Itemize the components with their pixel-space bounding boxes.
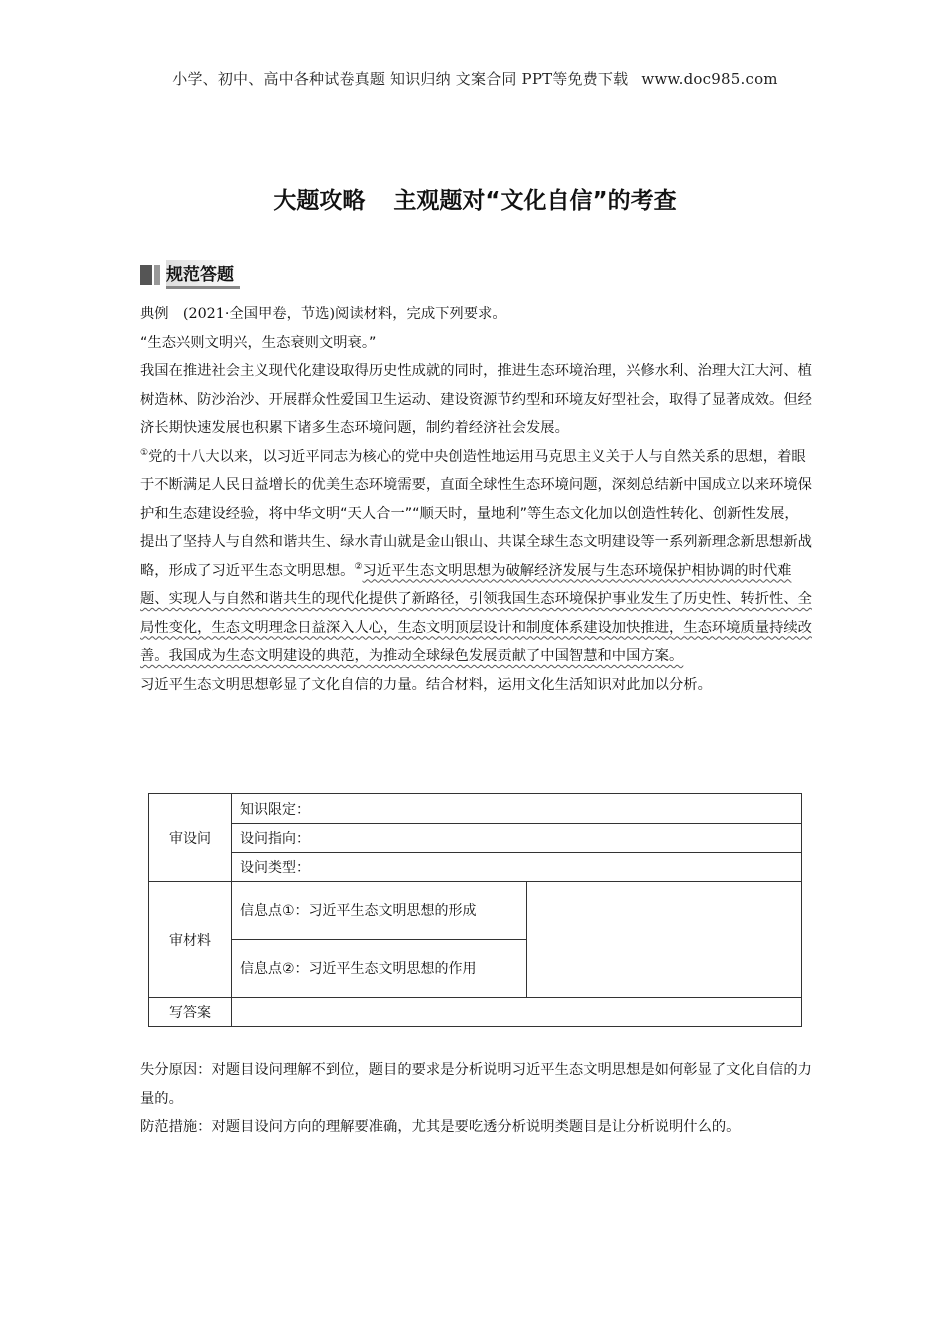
row-label-shen-cai-liao: 审材料: [149, 882, 232, 998]
cell-info-2: 信息点②：习近平生态文明思想的作用: [232, 940, 527, 998]
analysis-table: [148, 793, 802, 1027]
cell-zhi-shi: 知识限定：: [232, 794, 802, 824]
page-header: [0, 68, 950, 89]
header-url[interactable]: www.doc985.com: [641, 70, 778, 88]
material-paragraph-2a: 党的十八大以来，以习近平同志为核心的党中央创造性地运用马克思主义关于人与自然关系的思想，着眼于不断满足人民日益增长的优美生态环境需要，直面全球性生态环境问题，深刻总结新中国成立以来环境保护和生态建设经验，将中华文明“天人合一”“顺天时，量地利”等生态文化加以创造性转化、创新性发展，提出了坚持人与自然和谐共生、绿水青山就是金山银山、共谋全球生态文明建设等一系列新理念新思想新战略，形成了习近平生态文明思想。: [140, 448, 812, 579]
section-heading: [140, 260, 240, 289]
cell-lei-xing: 设问类型：: [232, 853, 802, 882]
cell-info-answer: [527, 882, 802, 998]
section-bar-icon: [140, 265, 152, 285]
loss-reason: 失分原因：对题目设问理解不到位，题目的要求是分析说明习近平生态文明思想是如何彰显了文化自信的力量的。: [140, 1062, 812, 1107]
cell-info-1: 信息点①：习近平生态文明思想的形成: [232, 882, 527, 940]
marker-1: ①: [140, 447, 149, 458]
section-bar-icon-2: [154, 265, 160, 285]
title-part2: 主观题对“文化自信”的考查: [393, 188, 677, 214]
example-question: 习近平生态文明思想彰显了文化自信的力量。结合材料，运用文化生活知识对此加以分析。: [140, 676, 712, 693]
analysis-notes: [140, 1056, 812, 1142]
row-label-xie-da-an: 写答案: [149, 998, 232, 1027]
material-paragraph-2b: 习近平生态文明思想为破解经济发展与生态环境保护相协调的时代难题、实现人与自然和谐共生的现代化提供了新路径，引领我国生态环境保护事业发生了历史性、转折性、全局性变化，生态文明理念日益深入人心，生态文明顶层设计和制度体系建设加快推进，生态环境质量持续改善。我国成为生态文明建设的典范，为推动全球绿色发展贡献了中国智慧和中国方案。: [140, 562, 812, 664]
title-part1: 大题攻略: [273, 188, 366, 214]
cell-zhi-xiang: 设问指向：: [232, 824, 802, 853]
example-body: [140, 300, 812, 699]
cell-answer: [232, 998, 802, 1027]
material-paragraph-2: [140, 443, 812, 671]
example-lead: 典例 (2021·全国甲卷，节选)阅读材料，完成下列要求。: [140, 306, 507, 322]
header-text: 小学、初中、高中各种试卷真题 知识归纳 文案合同 PPT等免费下载: [172, 70, 629, 88]
material-paragraph-1: 我国在推进社会主义现代化建设取得历史性成就的同时，推进生态环境治理，兴修水利、治理大江大河、植树造林、防沙治沙、开展群众性爱国卫生运动、建设资源节约型和环境友好型社会，取得了显著成效。但经济长期快速发展也积累下诸多生态环境问题，制约着经济社会发展。: [140, 363, 812, 436]
example-quote: “生态兴则文明兴，生态衰则文明衰。”: [140, 334, 377, 351]
section-label: 规范答题: [166, 260, 240, 289]
row-label-shen-she-wen: 审设问: [149, 794, 232, 882]
prevention-measure: 防范措施：对题目设问方向的理解要准确，尤其是要吃透分析说明类题目是让分析说明什么的。: [140, 1119, 741, 1135]
page-title: [0, 182, 950, 215]
marker-2: ②: [354, 561, 363, 572]
